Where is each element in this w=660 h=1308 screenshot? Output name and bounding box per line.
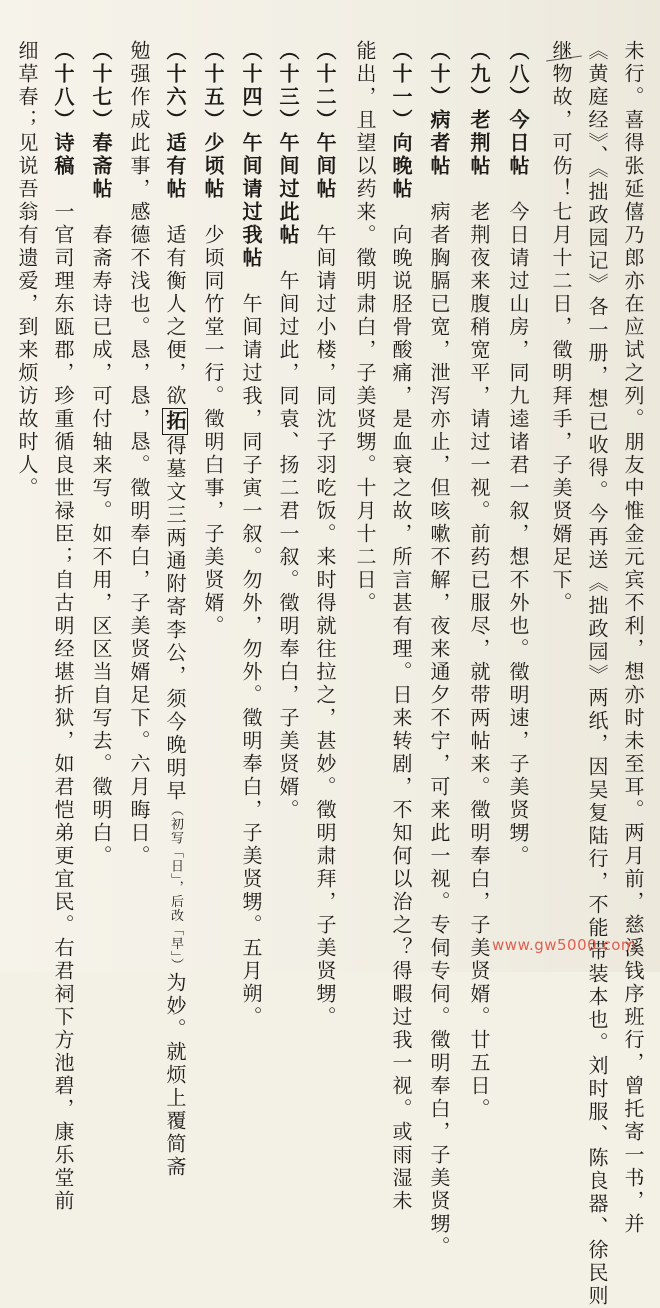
letter-heading: （十五）少顷帖: [201, 40, 225, 201]
letter-heading: （十三）午间过此帖: [276, 40, 300, 247]
letter-column: （十六）适有帖 适有衡人之便，欲拓得墓文三两通附寄李公，须今晚明早（初写「日」，后改「早」）为妙。就烦上覆简斋: [163, 40, 187, 1179]
text-column: 继物故，可伤！七月十二日，徵明拜手，子美贤婿足下。: [549, 40, 573, 615]
letter-heading: （十六）适有帖: [163, 40, 187, 201]
letter-column: （十一）向晚帖 向晚说胫骨酸痛，是血衰之故，所言甚有理。日来转剧，不知何以治之？得暇过我一视。或雨湿未: [389, 40, 413, 1213]
letter-column: （十七）春斋帖 春斋寿诗已成，可付轴来写。如不用，区区当自写去。徵明白。: [89, 40, 113, 868]
letter-column: （十三）午间过此帖 午间过此，同袁、扬二君一叙。徵明奉白，子美贤婿。: [276, 40, 300, 822]
letter-heading: （十一）向晚帖: [389, 40, 413, 201]
letter-heading: （十）病者帖: [427, 40, 451, 178]
letter-heading: （八）今日帖: [506, 40, 530, 178]
letter-column: （十五）少顷帖 少顷同竹堂一行。徵明白事，子美贤婿。: [201, 40, 225, 638]
text-column: 细草春；见说吾翁有遗爱，到来烦访故时人。: [15, 40, 39, 500]
letter-column: （十二）午间帖 午间请过小楼，同沈子羽吃饭。来时得就往拉之，甚妙。徵明肃拜，子美贤甥。: [313, 40, 337, 1029]
text-column: 勉强作成此事，感德不浅也。恳，恳，恳。徵明奉白，子美贤婿足下。六月晦日。: [127, 40, 151, 868]
letter-heading: （十七）春斋帖: [89, 40, 113, 201]
letter-heading: （十四）午间请过我帖: [239, 40, 263, 270]
letter-heading: （十八）诗稿: [51, 40, 75, 178]
text-column: 能出，且望以药来。徵明肃白，子美贤甥。十月十二日。: [353, 40, 377, 615]
letter-heading: （十二）午间帖: [313, 40, 337, 201]
letter-heading: （九）老荆帖: [467, 40, 491, 178]
watermark-url: www.gw5000.com: [492, 936, 636, 954]
text-column: 《黄庭经》、《拙政园记》各一册，想已收得。今再送《拙政园》两纸，因吴复陆行，不能带装本也。刘时服、陈良器、徐民则: [585, 40, 609, 1308]
letter-column: （十四）午间请过我帖 午间请过我，同子寅一叙。勿外，勿外。徵明奉白，子美贤甥。五月朔。: [239, 40, 263, 1029]
letter-column: （十八）诗稿 一官司理东瓯郡，珍重循良世禄臣；自古明经堪折狱，如君恺弟更宜民。右君祠下方池碧，康乐堂前: [51, 40, 75, 1213]
editor-note: （初写「日」，后改「早」）: [168, 803, 183, 972]
letter-column: （八）今日帖 今日请过山房，同九逵诸君一叙，想不外也。徵明速，子美贤甥。: [506, 40, 530, 868]
boxed-character: 拓: [163, 410, 187, 433]
letter-column: （十）病者帖 病者胸膈已宽，泄泻亦止，但咳嗽不解，夜来通夕不宁，可来此一视。专伺专伺。徵明奉白，子美贤甥。: [427, 40, 451, 1259]
letter-column: （九）老荆帖 老荆夜来腹稍宽平，请过一视。前药已服尽，就带两帖来。徵明奉白，子美贤婿。廿五日。: [467, 40, 491, 1121]
text-column: 未行。喜得张延僖乃郎亦在应试之列。朋友中惟金元宾不利，想亦时未至耳。两月前，慈溪钱序班行，曾托寄一书，并: [621, 40, 645, 1236]
